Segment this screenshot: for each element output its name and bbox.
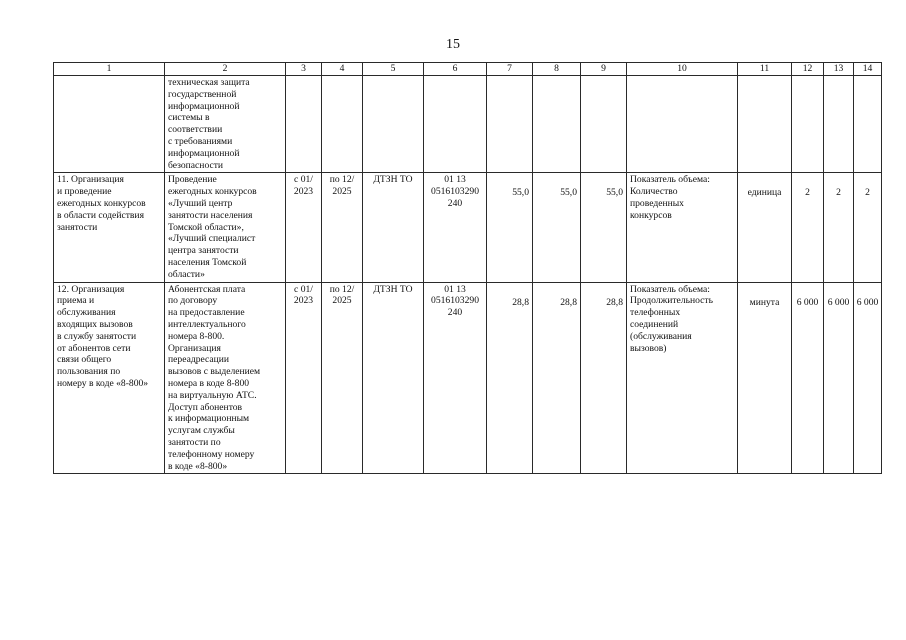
column-header: 5 bbox=[363, 63, 424, 76]
column-header: 2 bbox=[165, 63, 286, 76]
table-cell bbox=[487, 76, 533, 173]
column-header: 13 bbox=[824, 63, 854, 76]
table-row bbox=[54, 76, 882, 173]
table-cell-action: Абонентская плата по договору на предоставление интеллектуального номера 8-800. Организация переадресации вызовов с выделением номера в коде 8-800 на виртуальную АТС. Доступ абонентов к информационным услугам службы занятости по телефонному номеру в коде «8-800» bbox=[165, 282, 286, 474]
table-cell bbox=[854, 76, 882, 173]
table-cell-amount: 55,0 bbox=[581, 173, 627, 282]
page-number: 15 bbox=[446, 37, 460, 52]
table-cell-end-date: по 12/ 2025 bbox=[322, 173, 363, 282]
table-cell-executor: ДТЗН ТО bbox=[363, 282, 424, 474]
column-header: 8 bbox=[533, 63, 581, 76]
table-cell-amount: 55,0 bbox=[533, 173, 581, 282]
column-header: 11 bbox=[738, 63, 792, 76]
column-header: 12 bbox=[792, 63, 824, 76]
table-cell-amount: 28,8 bbox=[581, 282, 627, 474]
table-cell bbox=[322, 76, 363, 173]
table-cell-value: 2 bbox=[854, 173, 882, 282]
table-cell bbox=[286, 76, 322, 173]
column-header: 3 bbox=[286, 63, 322, 76]
table-cell-unit: единица bbox=[738, 173, 792, 282]
table-cell-amount: 28,8 bbox=[533, 282, 581, 474]
column-header: 1 bbox=[54, 63, 165, 76]
table-cell bbox=[363, 76, 424, 173]
table-cell bbox=[627, 76, 738, 173]
table-cell-event: 12. Организация приема и обслуживания входящих вызовов в службу занятости от абонентов сети связи общего пользования по номеру в коде «8-800» bbox=[54, 282, 165, 474]
budget-table bbox=[53, 62, 882, 474]
table-cell-value: 2 bbox=[792, 173, 824, 282]
table-cell-start-date: с 01/ 2023 bbox=[286, 173, 322, 282]
table-cell-value: 6 000 bbox=[824, 282, 854, 474]
table-cell-event: 11. Организация и проведение ежегодных конкурсов в области содействия занятости bbox=[54, 173, 165, 282]
table-row bbox=[54, 173, 882, 282]
header-row bbox=[54, 63, 882, 76]
column-header: 6 bbox=[424, 63, 487, 76]
table-cell-start-date: с 01/ 2023 bbox=[286, 282, 322, 474]
column-header: 10 bbox=[627, 63, 738, 76]
table-cell-event bbox=[54, 76, 165, 173]
table-cell bbox=[824, 76, 854, 173]
table-cell-budget-code: 01 13 0516103290 240 bbox=[424, 173, 487, 282]
column-header: 4 bbox=[322, 63, 363, 76]
table-cell-action: Проведение ежегодных конкурсов «Лучший центр занятости населения Томской области», «Лучший специалист центра занятости населения Томской области» bbox=[165, 173, 286, 282]
column-header: 14 bbox=[854, 63, 882, 76]
column-header: 9 bbox=[581, 63, 627, 76]
table-cell bbox=[581, 76, 627, 173]
table-cell-executor: ДТЗН ТО bbox=[363, 173, 424, 282]
table-cell-value: 6 000 bbox=[854, 282, 882, 474]
table-cell bbox=[424, 76, 487, 173]
table-cell-indicator: Показатель объема: Количество проведенных конкурсов bbox=[627, 173, 738, 282]
table-cell-amount: 28,8 bbox=[487, 282, 533, 474]
column-header: 7 bbox=[487, 63, 533, 76]
table-cell bbox=[792, 76, 824, 173]
table-cell-value: 2 bbox=[824, 173, 854, 282]
table-cell-unit: минута bbox=[738, 282, 792, 474]
table-cell bbox=[738, 76, 792, 173]
table-cell-budget-code: 01 13 0516103290 240 bbox=[424, 282, 487, 474]
table-cell-action: техническая защита государственной информационной системы в соответствии с требованиями информационной безопасности bbox=[165, 76, 286, 173]
table-cell-value: 6 000 bbox=[792, 282, 824, 474]
table-row bbox=[54, 282, 882, 474]
table-cell-indicator: Показатель объема: Продолжительность телефонных соединений (обслуживания вызовов) bbox=[627, 282, 738, 474]
table-cell-end-date: по 12/ 2025 bbox=[322, 282, 363, 474]
table-cell-amount: 55,0 bbox=[487, 173, 533, 282]
table-cell bbox=[533, 76, 581, 173]
